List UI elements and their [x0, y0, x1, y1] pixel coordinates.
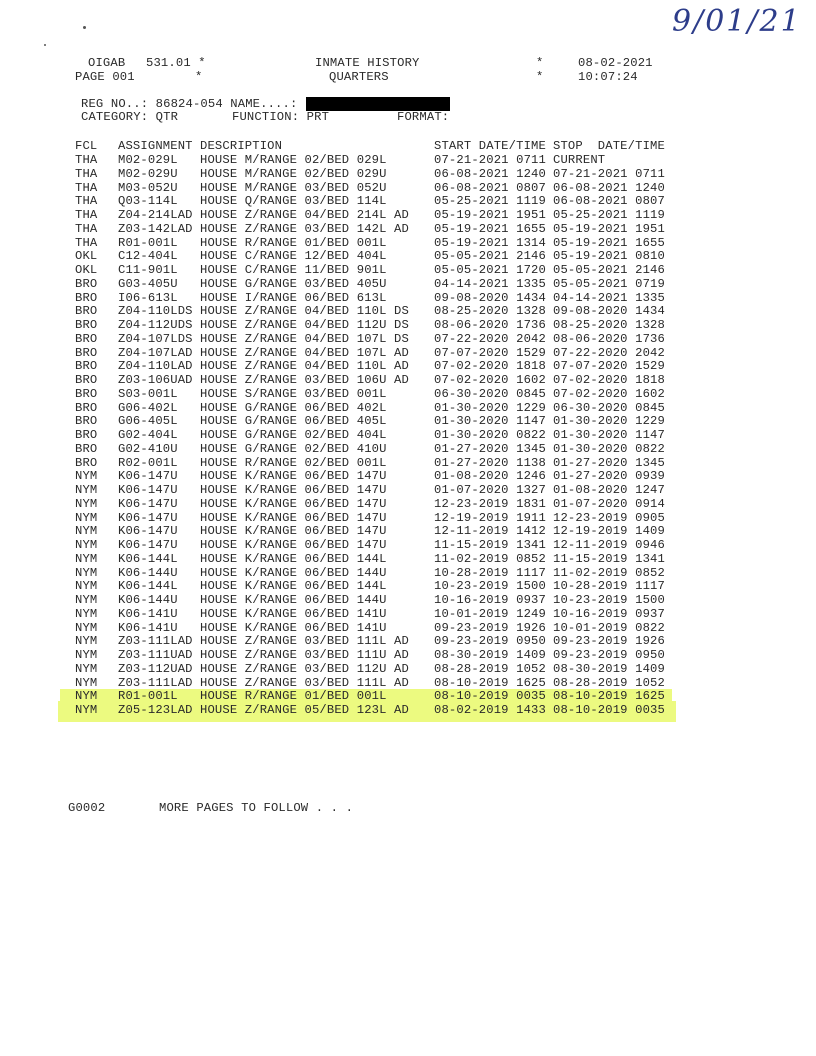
- fcl-cell: OKL: [75, 249, 98, 264]
- table-row: [0, 305, 816, 318]
- stop-datetime-cell: 07-02-2020 1602: [553, 386, 665, 401]
- stop-datetime-cell: 06-08-2021 1240: [553, 180, 665, 195]
- stop-datetime-cell: 01-30-2020 1147: [553, 428, 665, 442]
- stop-datetime-cell: 01-30-2020 0822: [553, 441, 665, 456]
- assignment-cell: K06-141U: [118, 620, 178, 635]
- description-cell: HOUSE K/RANGE 06/BED 141U: [200, 620, 387, 635]
- fcl-cell: BRO: [75, 345, 98, 360]
- assignment-cell: R02-001L: [118, 455, 178, 470]
- stop-datetime-cell: 12-19-2019 1409: [553, 524, 665, 539]
- description-cell: HOUSE K/RANGE 06/BED 147U: [200, 538, 387, 552]
- description-cell: HOUSE Z/RANGE 03/BED 111U AD: [200, 648, 409, 662]
- start-datetime-cell: 12-11-2019 1412: [434, 524, 546, 539]
- table-row: [0, 292, 816, 305]
- stop-datetime-cell: 09-23-2019 1926: [553, 634, 665, 649]
- assignment-cell: G03-405U: [118, 276, 178, 291]
- start-datetime-cell: 08-25-2020 1328: [434, 304, 546, 319]
- assignment-cell: Z03-111LAD: [118, 634, 193, 649]
- assignment-cell: M03-052U: [118, 180, 178, 195]
- header-star: *: [536, 56, 544, 70]
- stop-datetime-cell: 11-15-2019 1341: [553, 551, 665, 566]
- description-cell: HOUSE G/RANGE 06/BED 405L: [200, 414, 387, 429]
- table-row: [0, 388, 816, 401]
- start-datetime-cell: 08-10-2019 1625: [434, 675, 546, 690]
- fcl-cell: BRO: [75, 400, 98, 415]
- start-datetime-cell: 10-28-2019 1117: [434, 565, 546, 580]
- report-subtitle: QUARTERS: [329, 70, 389, 84]
- col-fcl: FCL: [75, 139, 98, 153]
- assignment-cell: Z04-214LAD: [118, 208, 193, 222]
- start-datetime-cell: 12-23-2019 1831: [434, 496, 546, 511]
- table-row: [0, 525, 816, 538]
- assignment-cell: Z03-142LAD: [118, 221, 193, 236]
- fcl-cell: NYM: [75, 510, 98, 525]
- description-cell: HOUSE M/RANGE 03/BED 052U: [200, 180, 387, 195]
- redaction-bar: [306, 97, 450, 111]
- stop-datetime-cell: 05-25-2021 1119: [553, 208, 665, 222]
- scan-speck: [83, 26, 86, 29]
- assignment-cell: K06-144L: [118, 579, 178, 594]
- stop-datetime-cell: 01-27-2020 0939: [553, 469, 665, 484]
- table-row: [0, 594, 816, 607]
- assignment-cell: Z03-106UAD: [118, 373, 193, 387]
- stop-datetime-cell: 10-01-2019 0822: [553, 620, 665, 635]
- fcl-cell: NYM: [75, 551, 98, 566]
- fcl-cell: BRO: [75, 386, 98, 401]
- start-datetime-cell: 06-30-2020 0845: [434, 386, 546, 401]
- header-star: *: [536, 70, 544, 84]
- col-start: START DATE/TIME: [434, 139, 546, 153]
- table-row: [0, 498, 816, 511]
- report-title: INMATE HISTORY: [315, 56, 420, 70]
- description-cell: HOUSE K/RANGE 06/BED 147U: [200, 510, 387, 525]
- description-cell: HOUSE Z/RANGE 04/BED 107L DS: [200, 331, 409, 346]
- table-row: [0, 704, 816, 717]
- description-cell: HOUSE Z/RANGE 03/BED 111L AD: [200, 675, 409, 690]
- description-cell: HOUSE Z/RANGE 03/BED 111L AD: [200, 634, 409, 649]
- table-row: [0, 237, 816, 250]
- start-datetime-cell: 11-15-2019 1341: [434, 538, 546, 552]
- assignment-cell: C11-901L: [118, 263, 178, 277]
- description-cell: HOUSE K/RANGE 06/BED 144L: [200, 579, 387, 594]
- fcl-cell: BRO: [75, 414, 98, 429]
- stop-datetime-cell: 08-06-2020 1736: [553, 331, 665, 346]
- footer-code: G0002: [68, 801, 106, 815]
- assignment-cell: G02-404L: [118, 428, 178, 442]
- assignment-cell: Z04-110LDS: [118, 304, 193, 319]
- fcl-cell: BRO: [75, 318, 98, 332]
- start-datetime-cell: 05-19-2021 1951: [434, 208, 546, 222]
- fcl-cell: NYM: [75, 524, 98, 539]
- assignment-cell: Z04-107LAD: [118, 345, 193, 360]
- assignment-cell: G06-405L: [118, 414, 178, 429]
- fcl-cell: NYM: [75, 483, 98, 497]
- fcl-cell: NYM: [75, 496, 98, 511]
- fcl-cell: NYM: [75, 593, 98, 607]
- assignment-cell: M02-029L: [118, 153, 178, 167]
- fcl-cell: THA: [75, 235, 98, 250]
- start-datetime-cell: 07-02-2020 1602: [434, 373, 546, 387]
- description-cell: HOUSE K/RANGE 06/BED 144L: [200, 551, 387, 566]
- description-cell: HOUSE Z/RANGE 03/BED 112U AD: [200, 661, 409, 676]
- stop-datetime-cell: 05-05-2021 0719: [553, 276, 665, 291]
- description-cell: HOUSE Z/RANGE 04/BED 110L AD: [200, 359, 409, 374]
- start-datetime-cell: 09-08-2020 1434: [434, 290, 546, 305]
- description-cell: HOUSE K/RANGE 06/BED 147U: [200, 469, 387, 484]
- fcl-cell: THA: [75, 194, 98, 209]
- start-datetime-cell: 06-08-2021 1240: [434, 166, 546, 181]
- system-code: OIGAB: [88, 56, 126, 70]
- start-datetime-cell: 10-01-2019 1249: [434, 606, 546, 621]
- table-row: [0, 168, 816, 181]
- description-cell: HOUSE R/RANGE 02/BED 001L: [200, 455, 387, 470]
- stop-datetime-cell: 01-07-2020 0914: [553, 496, 665, 511]
- stop-datetime-cell: CURRENT: [553, 153, 606, 167]
- assignment-cell: R01-001L: [118, 689, 178, 704]
- col-description: DESCRIPTION: [200, 139, 283, 153]
- fcl-cell: THA: [75, 208, 98, 222]
- table-row: [0, 539, 816, 552]
- stop-datetime-cell: 08-30-2019 1409: [553, 661, 665, 676]
- description-cell: HOUSE Q/RANGE 03/BED 114L: [200, 194, 387, 209]
- start-datetime-cell: 01-07-2020 1327: [434, 483, 546, 497]
- assignment-cell: S03-001L: [118, 386, 178, 401]
- description-cell: HOUSE K/RANGE 06/BED 144U: [200, 565, 387, 580]
- stop-datetime-cell: 12-11-2019 0946: [553, 538, 665, 552]
- assignment-cell: R01-001L: [118, 235, 178, 250]
- table-row: [0, 209, 816, 222]
- category-label: CATEGORY: QTR: [81, 110, 179, 124]
- start-datetime-cell: 01-27-2020 1138: [434, 455, 546, 470]
- stop-datetime-cell: 11-02-2019 0852: [553, 565, 665, 580]
- fcl-cell: BRO: [75, 428, 98, 442]
- table-row: [0, 580, 816, 593]
- col-assignment: ASSIGNMENT: [118, 139, 193, 153]
- stop-datetime-cell: 06-08-2021 0807: [553, 194, 665, 209]
- fcl-cell: THA: [75, 153, 98, 167]
- table-row: [0, 347, 816, 360]
- description-cell: HOUSE Z/RANGE 03/BED 142L AD: [200, 221, 409, 236]
- stop-datetime-cell: 05-19-2021 0810: [553, 249, 665, 264]
- fcl-cell: BRO: [75, 331, 98, 346]
- table-row: [0, 429, 816, 442]
- start-datetime-cell: 11-02-2019 0852: [434, 551, 546, 566]
- start-datetime-cell: 05-19-2021 1655: [434, 221, 546, 236]
- assignment-cell: K06-144U: [118, 565, 178, 580]
- assignment-cell: Z03-111LAD: [118, 675, 193, 690]
- scan-speck: [44, 44, 46, 46]
- system-version: 531.01 *: [146, 56, 206, 70]
- description-cell: HOUSE S/RANGE 03/BED 001L: [200, 386, 387, 401]
- start-datetime-cell: 06-08-2021 0807: [434, 180, 546, 195]
- stop-datetime-cell: 07-07-2020 1529: [553, 359, 665, 374]
- start-datetime-cell: 08-28-2019 1052: [434, 661, 546, 676]
- table-row: [0, 443, 816, 456]
- assignment-cell: K06-144L: [118, 551, 178, 566]
- start-datetime-cell: 05-19-2021 1314: [434, 235, 546, 250]
- stop-datetime-cell: 12-23-2019 0905: [553, 510, 665, 525]
- stop-datetime-cell: 05-05-2021 2146: [553, 263, 665, 277]
- description-cell: HOUSE Z/RANGE 03/BED 106U AD: [200, 373, 409, 387]
- fcl-cell: BRO: [75, 373, 98, 387]
- stop-datetime-cell: 08-28-2019 1052: [553, 675, 665, 690]
- stop-datetime-cell: 10-28-2019 1117: [553, 579, 665, 594]
- start-datetime-cell: 01-30-2020 0822: [434, 428, 546, 442]
- table-row: [0, 457, 816, 470]
- description-cell: HOUSE Z/RANGE 04/BED 107L AD: [200, 345, 409, 360]
- fcl-cell: NYM: [75, 689, 98, 704]
- fcl-cell: THA: [75, 180, 98, 195]
- description-cell: HOUSE M/RANGE 02/BED 029U: [200, 166, 387, 181]
- table-row: [0, 622, 816, 635]
- table-row: [0, 690, 816, 703]
- start-datetime-cell: 07-21-2021 0711: [434, 153, 546, 167]
- fcl-cell: BRO: [75, 455, 98, 470]
- stop-datetime-cell: 07-22-2020 2042: [553, 345, 665, 360]
- function-label: FUNCTION: PRT: [232, 110, 330, 124]
- stop-datetime-cell: 06-30-2020 0845: [553, 400, 665, 415]
- report-date: 08-02-2021: [578, 56, 653, 70]
- start-datetime-cell: 01-30-2020 1147: [434, 414, 546, 429]
- fcl-cell: NYM: [75, 648, 98, 662]
- table-row: [0, 264, 816, 277]
- fcl-cell: NYM: [75, 661, 98, 676]
- start-datetime-cell: 10-16-2019 0937: [434, 593, 546, 607]
- description-cell: HOUSE G/RANGE 02/BED 404L: [200, 428, 387, 442]
- stop-datetime-cell: 05-19-2021 1951: [553, 221, 665, 236]
- description-cell: HOUSE K/RANGE 06/BED 144U: [200, 593, 387, 607]
- stop-datetime-cell: 05-19-2021 1655: [553, 235, 665, 250]
- assignment-cell: G06-402L: [118, 400, 178, 415]
- table-row: [0, 649, 816, 662]
- table-row: [0, 677, 816, 690]
- fcl-cell: THA: [75, 166, 98, 181]
- assignment-cell: K06-147U: [118, 469, 178, 484]
- stop-datetime-cell: 07-21-2021 0711: [553, 166, 665, 181]
- table-row: [0, 512, 816, 525]
- description-cell: HOUSE Z/RANGE 04/BED 214L AD: [200, 208, 409, 222]
- fcl-cell: BRO: [75, 441, 98, 456]
- description-cell: HOUSE R/RANGE 01/BED 001L: [200, 689, 387, 704]
- stop-datetime-cell: 01-30-2020 1229: [553, 414, 665, 429]
- description-cell: HOUSE C/RANGE 11/BED 901L: [200, 263, 387, 277]
- table-row: [0, 402, 816, 415]
- description-cell: HOUSE K/RANGE 06/BED 147U: [200, 483, 387, 497]
- description-cell: HOUSE C/RANGE 12/BED 404L: [200, 249, 387, 264]
- table-row: [0, 635, 816, 648]
- stop-datetime-cell: 04-14-2021 1335: [553, 290, 665, 305]
- assignment-cell: C12-404L: [118, 249, 178, 264]
- description-cell: HOUSE I/RANGE 06/BED 613L: [200, 290, 387, 305]
- fcl-cell: NYM: [75, 634, 98, 649]
- table-row: [0, 374, 816, 387]
- assignment-cell: Z03-112UAD: [118, 661, 193, 676]
- stop-datetime-cell: 08-10-2019 1625: [553, 689, 665, 704]
- description-cell: HOUSE Z/RANGE 05/BED 123L AD: [200, 703, 409, 717]
- format-label: FORMAT:: [397, 110, 450, 124]
- description-cell: HOUSE R/RANGE 01/BED 001L: [200, 235, 387, 250]
- assignment-cell: Z03-111UAD: [118, 648, 193, 662]
- fcl-cell: BRO: [75, 276, 98, 291]
- stop-datetime-cell: 01-27-2020 1345: [553, 455, 665, 470]
- table-row: [0, 415, 816, 428]
- start-datetime-cell: 08-06-2020 1736: [434, 318, 546, 332]
- table-row: [0, 250, 816, 263]
- table-row: [0, 278, 816, 291]
- assignment-cell: K06-147U: [118, 510, 178, 525]
- report-time: 10:07:24: [578, 70, 638, 84]
- start-datetime-cell: 05-25-2021 1119: [434, 194, 546, 209]
- assignment-cell: G02-410U: [118, 441, 178, 456]
- table-row: [0, 484, 816, 497]
- fcl-cell: BRO: [75, 290, 98, 305]
- assignment-cell: Z04-107LDS: [118, 331, 193, 346]
- fcl-cell: NYM: [75, 565, 98, 580]
- table-row: [0, 567, 816, 580]
- assignment-cell: Z05-123LAD: [118, 703, 193, 717]
- fcl-cell: BRO: [75, 304, 98, 319]
- table-row: [0, 223, 816, 236]
- description-cell: HOUSE K/RANGE 06/BED 147U: [200, 496, 387, 511]
- assignment-cell: K06-147U: [118, 496, 178, 511]
- start-datetime-cell: 05-05-2021 2146: [434, 249, 546, 264]
- assignment-cell: Z04-112UDS: [118, 318, 193, 332]
- fcl-cell: NYM: [75, 538, 98, 552]
- stop-datetime-cell: 10-16-2019 0937: [553, 606, 665, 621]
- start-datetime-cell: 01-08-2020 1246: [434, 469, 546, 484]
- description-cell: HOUSE Z/RANGE 04/BED 112U DS: [200, 318, 409, 332]
- start-datetime-cell: 07-02-2020 1818: [434, 359, 546, 374]
- start-datetime-cell: 09-23-2019 1926: [434, 620, 546, 635]
- fcl-cell: NYM: [75, 579, 98, 594]
- stop-datetime-cell: 08-25-2020 1328: [553, 318, 665, 332]
- footer-note: MORE PAGES TO FOLLOW . . .: [159, 801, 354, 815]
- handwritten-date: 9/01/21: [672, 4, 802, 39]
- start-datetime-cell: 08-02-2019 1433: [434, 703, 546, 717]
- assignment-cell: M02-029U: [118, 166, 178, 181]
- table-row: [0, 608, 816, 621]
- fcl-cell: NYM: [75, 703, 98, 717]
- assignment-cell: K06-141U: [118, 606, 178, 621]
- assignment-cell: K06-147U: [118, 483, 178, 497]
- table-row: [0, 182, 816, 195]
- start-datetime-cell: 07-22-2020 2042: [434, 331, 546, 346]
- assignment-cell: K06-147U: [118, 524, 178, 539]
- description-cell: HOUSE M/RANGE 02/BED 029L: [200, 153, 387, 167]
- col-stop: STOP DATE/TIME: [553, 139, 665, 153]
- table-row: [0, 154, 816, 167]
- fcl-cell: THA: [75, 221, 98, 236]
- table-row: [0, 333, 816, 346]
- stop-datetime-cell: 07-02-2020 1818: [553, 373, 665, 387]
- assignment-cell: Z04-110LAD: [118, 359, 193, 374]
- start-datetime-cell: 08-10-2019 0035: [434, 689, 546, 704]
- assignment-cell: K06-144U: [118, 593, 178, 607]
- fcl-cell: NYM: [75, 620, 98, 635]
- start-datetime-cell: 01-30-2020 1229: [434, 400, 546, 415]
- start-datetime-cell: 07-07-2020 1529: [434, 345, 546, 360]
- stop-datetime-cell: 09-08-2020 1434: [553, 304, 665, 319]
- description-cell: HOUSE G/RANGE 03/BED 405U: [200, 276, 387, 291]
- start-datetime-cell: 09-23-2019 0950: [434, 634, 546, 649]
- stop-datetime-cell: 08-10-2019 0035: [553, 703, 665, 717]
- reg-no-label: REG NO..: 86824-054 NAME....:: [81, 97, 298, 111]
- start-datetime-cell: 08-30-2019 1409: [434, 648, 546, 662]
- stop-datetime-cell: 01-08-2020 1247: [553, 483, 665, 497]
- fcl-cell: NYM: [75, 606, 98, 621]
- table-row: [0, 319, 816, 332]
- stop-datetime-cell: 09-23-2019 0950: [553, 648, 665, 662]
- start-datetime-cell: 05-05-2021 1720: [434, 263, 546, 277]
- start-datetime-cell: 04-14-2021 1335: [434, 276, 546, 291]
- start-datetime-cell: 12-19-2019 1911: [434, 510, 546, 525]
- fcl-cell: BRO: [75, 359, 98, 374]
- table-row: [0, 360, 816, 373]
- description-cell: HOUSE K/RANGE 06/BED 147U: [200, 524, 387, 539]
- table-row: [0, 195, 816, 208]
- assignment-cell: Q03-114L: [118, 194, 178, 209]
- assignment-cell: K06-147U: [118, 538, 178, 552]
- table-row: [0, 470, 816, 483]
- description-cell: HOUSE G/RANGE 06/BED 402L: [200, 400, 387, 415]
- assignment-cell: I06-613L: [118, 290, 178, 305]
- start-datetime-cell: 01-27-2020 1345: [434, 441, 546, 456]
- page-star: *: [195, 70, 203, 84]
- fcl-cell: NYM: [75, 675, 98, 690]
- fcl-cell: OKL: [75, 263, 98, 277]
- stop-datetime-cell: 10-23-2019 1500: [553, 593, 665, 607]
- page-number: PAGE 001: [75, 70, 135, 84]
- start-datetime-cell: 10-23-2019 1500: [434, 579, 546, 594]
- table-row: [0, 663, 816, 676]
- fcl-cell: NYM: [75, 469, 98, 484]
- description-cell: HOUSE G/RANGE 02/BED 410U: [200, 441, 387, 456]
- description-cell: HOUSE K/RANGE 06/BED 141U: [200, 606, 387, 621]
- description-cell: HOUSE Z/RANGE 04/BED 110L DS: [200, 304, 409, 319]
- table-row: [0, 553, 816, 566]
